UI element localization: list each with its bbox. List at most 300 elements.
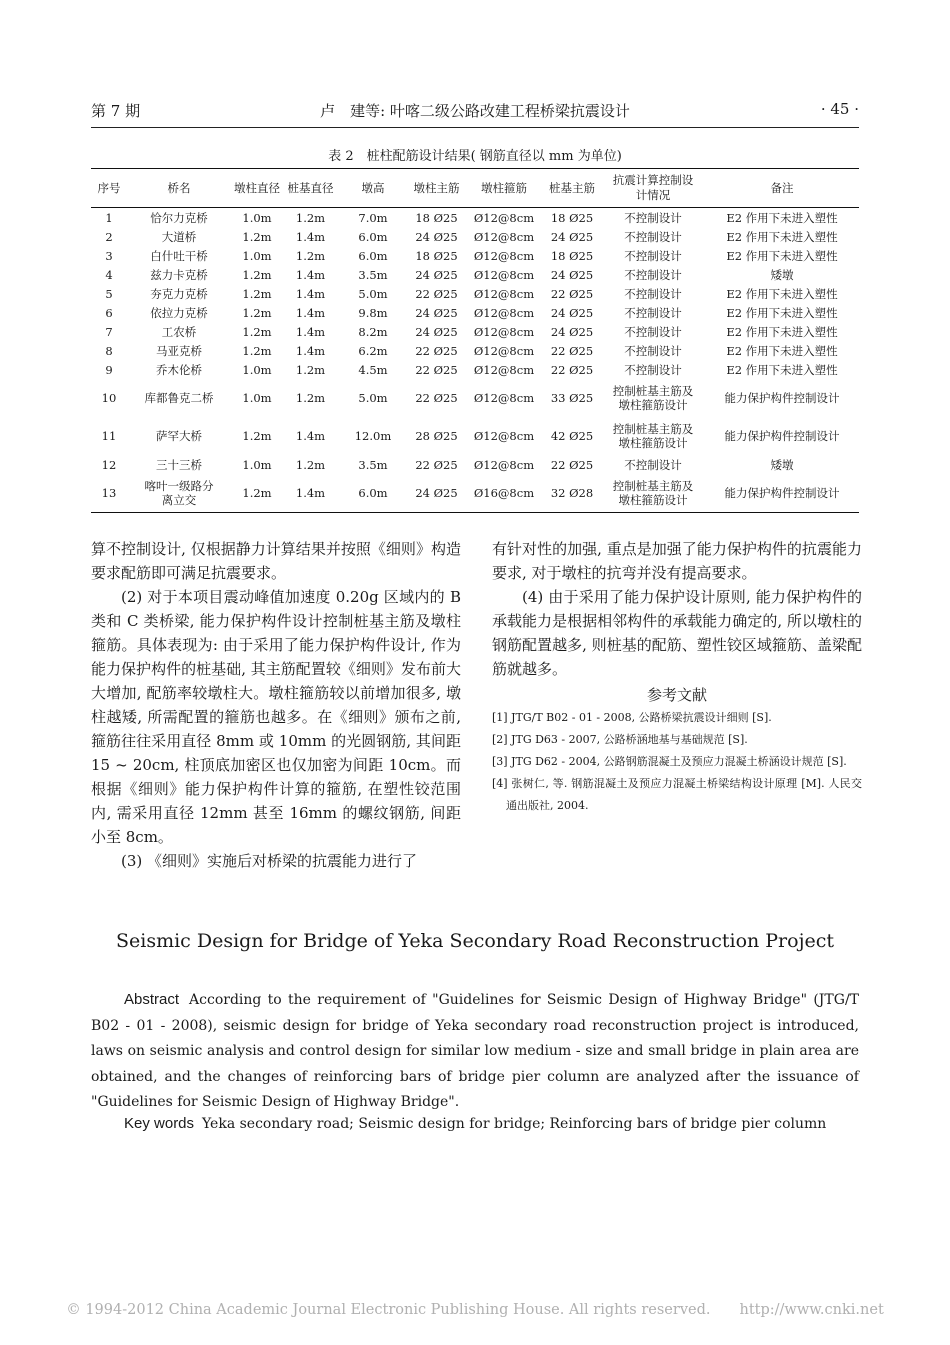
table-cell [231,208,283,228]
cell-text: 1.4m [295,305,326,320]
table-cell [465,303,543,322]
table-cell [91,455,127,474]
table-row [91,379,859,417]
cell-text: 1.4m [295,429,326,443]
table-cell [705,322,859,341]
column-header [601,169,705,208]
table-cell [283,341,338,360]
table-cell [231,455,283,474]
table-cell [283,360,338,379]
table-cell [465,360,543,379]
table-cell [543,246,601,265]
reference-item: [3] JTG D62 - 2004, 公路钢筋混凝土及预应力混凝土桥涵设计规范 [S]. [492,755,847,768]
cell-text: 1.2m [295,248,326,263]
reference-item: [1] JTG/T B02 - 01 - 2008, 公路桥梁抗震设计细则 [S]. [492,711,772,724]
cell-text: 22 Ø25 [415,343,458,358]
cell-text: 1.4m [295,324,326,339]
cell-text: E2 作用下未进入塑性 [726,210,838,225]
table-cell [283,303,338,322]
cell-text: 24 Ø25 [415,229,458,244]
cell-text: 1.2m [242,286,272,301]
cell-text: 1.0m [242,457,272,472]
cell-text: 1.2m [242,229,272,244]
column-header: 桥名 [127,169,231,208]
cell-text: Ø12@8cm [473,343,535,358]
page-header [91,100,859,122]
issue-number: 第 7 期 [91,102,141,120]
table-cell [408,322,465,341]
cell-text: 7.0m [358,210,388,225]
cell-text: Ø12@8cm [473,286,535,301]
cell-text: 8 [105,343,113,358]
table-cell [601,227,705,246]
cell-text: 1.4m [295,343,326,358]
table-cell [91,474,127,513]
cell-text: 依拉力克桥 [150,305,208,320]
table-cell [231,417,283,455]
table-cell [127,265,231,284]
cell-text: 42 Ø25 [550,429,594,443]
cell-text: 1.2m [295,210,326,225]
cell-text: Ø12@8cm [473,267,535,282]
cell-text: 9.8m [358,305,388,320]
cell-text: 18 Ø25 [550,248,594,263]
cell-text: 6.2m [358,343,388,358]
cell-text: Ø12@8cm [473,457,535,472]
cell-text: 1.4m [295,286,326,301]
english-abstract [91,987,859,1116]
cell-text: 不控制设计 [624,210,682,225]
table-cell [283,227,338,246]
cell-text: Ø12@8cm [473,248,535,263]
cell-text: 三十三桥 [156,457,202,472]
table-cell [91,322,127,341]
cell-text: 1.4m [295,267,326,282]
table-cell [465,265,543,284]
cell-text: 32 Ø28 [550,486,594,500]
table-cell [127,341,231,360]
table-cell [705,227,859,246]
cell-text: 矮墩 [770,267,794,282]
paragraph: (4) 由于采用了能力保护设计原则, 能力保护构件的承载能力是根据相邻构件的承载能力确定的, 所以墩柱的钢筋配置越多, 则桩基的配筋、塑性铰区域箍筋、盖梁配筋就越多。 [492,588,862,678]
cell-text: 1.4m [295,229,326,244]
table-cell [283,246,338,265]
cell-text: 控制桩基主筋及墩柱箍筋设计 [612,479,694,507]
cell-text: 6 [105,305,113,320]
table-cell [231,265,283,284]
table-cell [283,379,338,417]
table-cell [543,455,601,474]
table-cell [283,455,338,474]
cell-text: 13 [101,486,117,500]
cell-text: 28 Ø25 [415,429,458,443]
column-header: 备注 [705,169,859,208]
column-header: 墩柱主筋 [408,169,465,208]
table-cell [543,322,601,341]
table-cell [543,284,601,303]
header-rule [91,127,859,128]
paragraph: (3) 《细则》实施后对桥梁的抗震能力进行了 [121,852,418,870]
table-cell [338,303,408,322]
table-row [91,417,859,455]
cell-text: 不控制设计 [624,305,682,320]
table-cell [601,341,705,360]
cell-text: 22 Ø25 [550,286,594,301]
table-cell [543,474,601,513]
table-cell [338,265,408,284]
cell-text: 1.2m [295,391,326,405]
table-cell [705,284,859,303]
cell-text: 1.2m [295,457,326,472]
table-cell [408,246,465,265]
cell-text: 24 Ø25 [550,267,594,282]
table-cell [127,227,231,246]
table-cell [338,379,408,417]
paragraph: 算不控制设计, 仅根据静力计算结果并按照《细则》构造要求配筋即可满足抗震要求。 [91,540,461,582]
table-cell [543,417,601,455]
cell-text: 能力保护构件控制设计 [724,486,840,500]
table-cell [91,417,127,455]
keywords-text: Yeka secondary road; Seismic design for bridge; Reinforcing bars of bridge pier column [202,1116,827,1132]
table-cell [231,379,283,417]
cell-text: 恰尔力克桥 [150,210,208,225]
table-cell [465,322,543,341]
cell-text: 白什吐干桥 [150,248,208,263]
table-cell [283,284,338,303]
cell-text: 22 Ø25 [415,391,458,405]
cell-text: 22 Ø25 [550,343,594,358]
cell-text: E2 作用下未进入塑性 [726,343,838,358]
table-cell [705,246,859,265]
table-cell [601,360,705,379]
paragraph: 有针对性的加强, 重点是加强了能力保护构件的抗震能力要求, 对于墩柱的抗弯并没有提高要求。 [492,540,862,582]
cell-text: 工农桥 [161,324,197,339]
cell-text: 5.0m [358,391,388,405]
cell-text: 33 Ø25 [550,391,594,405]
table-cell [408,284,465,303]
cell-text: 11 [101,429,117,443]
page-number: · 45 · [820,100,859,118]
table-cell [408,360,465,379]
running-title: 卢 建等: 叶喀二级公路改建工程桥梁抗震设计 [320,102,630,120]
cell-text: 24 Ø25 [550,324,594,339]
cell-text: 夯克力克桥 [150,286,208,301]
table-cell [91,246,127,265]
table-cell [601,246,705,265]
table-cell [705,208,859,228]
table-row [91,303,859,322]
table-cell [408,341,465,360]
table-cell [543,360,601,379]
cell-text: 6.0m [358,248,388,263]
table-cell [338,360,408,379]
table-body [91,208,859,513]
cell-text: 18 Ø25 [415,248,458,263]
cell-text: 不控制设计 [624,286,682,301]
reference-item: [4] 张树仁, 等. 钢筋混凝土及预应力混凝土桥梁结构设计原理 [M]. 人民交通出版社, 2004. [492,777,862,812]
table-cell [231,284,283,303]
cell-text: 马亚克桥 [156,343,202,358]
cell-text: 不控制设计 [624,267,682,282]
table-row [91,208,859,228]
cell-text: 6.0m [358,229,388,244]
references-title: 参考文献 [646,686,707,704]
table-cell [601,284,705,303]
table-cell [601,417,705,455]
table-cell [465,227,543,246]
table-caption: 表 2 桩柱配筋设计结果( 钢筋直径以 mm 为单位) [328,149,622,164]
table-cell [543,265,601,284]
column-header: 桩基主筋 [543,169,601,208]
cell-text: 8.2m [358,324,388,339]
cell-text: 1.4m [295,486,326,500]
table-cell [543,341,601,360]
table-cell [705,379,859,417]
table-cell [543,303,601,322]
table-cell [465,455,543,474]
table-cell [338,474,408,513]
table-cell [601,265,705,284]
cell-text: 兹力卡克桥 [150,267,208,282]
table-row [91,246,859,265]
table-cell [231,322,283,341]
table-cell [91,360,127,379]
cell-text: 1 [105,210,113,225]
table-cell [338,284,408,303]
cell-text: 不控制设计 [624,248,682,263]
table-cell [127,303,231,322]
table-cell [601,208,705,228]
cell-text: 不控制设计 [624,229,682,244]
cell-text: Ø12@8cm [473,429,535,443]
left-column [91,537,461,873]
cell-text: 能力保护构件控制设计 [724,391,840,405]
column-header: 墩柱箍筋 [465,169,543,208]
table-row [91,284,859,303]
table-row [91,265,859,284]
abstract-text: According to the requirement of "Guidelines for Seismic Design of Highway Bridge" (JTG/T B02 - 01 - 2008), seismic design for bridge of Yeka secondary road reconstruction project is introduced, laws on seismic analysis and control design for similar low medium - size and small bridge in plain area are obtained, and the changes of reinforcing bars of bridge pier column are analyzed after the issuance of "Guidelines for Seismic Design of Highway Bridge". [91,992,859,1110]
table-cell [91,227,127,246]
table-cell [705,303,859,322]
table-cell [338,417,408,455]
cell-text: 22 Ø25 [415,362,458,377]
table-cell [231,227,283,246]
table-cell [543,379,601,417]
keywords-label: Key words [124,1115,195,1132]
cell-text: 1.0m [242,248,272,263]
cell-text: E2 作用下未进入塑性 [726,286,838,301]
column-header: 桩基直径 [283,169,338,208]
cell-text: 库都鲁克二桥 [144,391,214,405]
cell-text: 萨罕大桥 [156,429,202,443]
table-cell [705,341,859,360]
table-cell [705,265,859,284]
table-cell [91,284,127,303]
cell-text: 1.2m [295,362,326,377]
cell-text: 3 [105,248,113,263]
cell-text: Ø12@8cm [473,305,535,320]
cell-text: 18 Ø25 [550,210,594,225]
cell-text: 5.0m [358,286,388,301]
table-cell [601,455,705,474]
cell-text: 18 Ø25 [415,210,458,225]
cell-text: 24 Ø25 [415,486,458,500]
table-cell [705,360,859,379]
table-cell [338,341,408,360]
table-cell [705,455,859,474]
table-cell [127,455,231,474]
table-cell [91,265,127,284]
cell-text: 大道桥 [161,229,197,244]
cell-text: 4 [105,267,113,282]
cell-text: 12 [101,457,117,472]
table-cell [601,303,705,322]
table-cell [231,246,283,265]
table-cell [465,284,543,303]
table-cell [91,208,127,228]
table-cell [283,322,338,341]
cell-text: E2 作用下未进入塑性 [726,248,838,263]
cell-text: 1.2m [242,267,272,282]
table-cell [283,265,338,284]
table-cell [465,474,543,513]
table-cell [465,417,543,455]
table-cell [465,379,543,417]
table-row [91,227,859,246]
cell-text: 9 [105,362,113,377]
right-column [492,537,862,817]
cell-text: 2 [105,229,113,244]
table-cell [338,322,408,341]
cell-text: 22 Ø25 [415,286,458,301]
cell-text: 24 Ø25 [550,229,594,244]
table-cell [338,227,408,246]
table-header-row [91,169,859,208]
cell-text: Ø12@8cm [473,324,535,339]
cell-text: 1.2m [242,343,272,358]
cell-text: 控制桩基主筋及墩柱箍筋设计 [612,384,694,412]
table-row [91,322,859,341]
cell-text: 1.0m [242,210,272,225]
cell-text: 不控制设计 [624,457,682,472]
cell-text: E2 作用下未进入塑性 [726,324,838,339]
table-cell [127,246,231,265]
english-title: Seismic Design for Bridge of Yeka Secondary Road Reconstruction Project [115,930,834,952]
table-cell [283,208,338,228]
cell-text: Ø12@8cm [473,362,535,377]
cell-text: 10 [101,391,117,405]
table-cell [283,417,338,455]
cell-text: Ø12@8cm [473,229,535,244]
table-cell [408,303,465,322]
cell-text: 1.0m [242,391,272,405]
table-cell [231,303,283,322]
cell-text: 22 Ø25 [415,457,458,472]
cell-text: 1.0m [242,362,272,377]
cell-text: 1.2m [242,305,272,320]
table-cell [601,322,705,341]
table-row [91,474,859,513]
cell-text: 矮墩 [770,457,794,472]
table-row [91,341,859,360]
cell-text: E2 作用下未进入塑性 [726,305,838,320]
table-cell [127,379,231,417]
cell-text: 乔木伦桥 [156,362,202,377]
cell-text: Ø16@8cm [473,486,535,500]
table-cell [91,341,127,360]
table-cell [338,455,408,474]
cell-text: 24 Ø25 [415,324,458,339]
cell-text: 6.0m [358,486,388,500]
cell-text: 12.0m [354,429,392,443]
english-keywords [91,1113,859,1135]
table-row [91,455,859,474]
table-cell [127,474,231,513]
table-cell [705,417,859,455]
cell-text: 4.5m [358,362,388,377]
abstract-label: Abstract [124,991,180,1008]
table-cell [705,474,859,513]
table-cell [127,208,231,228]
column-header-text: 抗震计算控制设计情况 [612,173,694,202]
table-cell [231,360,283,379]
column-header: 墩高 [338,169,408,208]
table-cell [465,208,543,228]
table-cell [465,246,543,265]
table-cell [408,474,465,513]
cell-text: 不控制设计 [624,362,682,377]
cell-text: E2 作用下未进入塑性 [726,229,838,244]
cell-text: 1.2m [242,324,272,339]
table-cell [338,208,408,228]
cell-text: E2 作用下未进入塑性 [726,362,838,377]
cell-text: Ø12@8cm [473,210,535,225]
table-cell [408,379,465,417]
table-cell [338,246,408,265]
table-cell [91,303,127,322]
table-row [91,360,859,379]
column-header: 墩柱直径 [231,169,283,208]
table-cell [231,341,283,360]
table-cell [91,379,127,417]
cell-text: 不控制设计 [624,324,682,339]
table-cell [543,208,601,228]
reinforcement-table [91,168,859,513]
cell-text: Ø12@8cm [473,391,535,405]
table-cell [543,227,601,246]
column-header: 序号 [91,169,127,208]
table-cell [127,417,231,455]
cell-text: 22 Ø25 [550,457,594,472]
cell-text: 24 Ø25 [415,267,458,282]
reference-item: [2] JTG D63 - 2007, 公路桥涵地基与基础规范 [S]. [492,733,748,746]
table-cell [127,322,231,341]
cell-text: 3.5m [358,267,388,282]
cell-text: 喀叶一级路分离立交 [144,479,214,507]
table-cell [408,227,465,246]
table-cell [601,379,705,417]
table-cell [465,341,543,360]
table-cell [601,474,705,513]
table-cell [127,284,231,303]
paragraph: (2) 对于本项目震动峰值加速度 0.20g 区域内的 B 类和 C 类桥梁, 能力保护构件设计控制桩基主筋及墩柱箍筋。具体表现为: 由于采用了能力保护构件设计, 作为能力保护构件的桩基础, 其主筋配置较《细则》发布前大大增加, 配筋率较墩柱大。墩柱箍筋较以前增加很多, 墩柱越矮, 所需配置的箍筋也越多。在《细则》颁布之前, 箍筋往往采用直径 8mm 或 10mm 的光圆钢筋, 其间距 15 ~ 20cm, 柱顶底加密区也仅加密为间距 10cm。而根据《细则》能力保护构件计算的箍筋, 在塑性铰范围内, 需采用直径 12mm 甚至 16mm 的螺纹钢筋, 间距小至 8cm。 [91,588,461,846]
cell-text: 24 Ø25 [415,305,458,320]
table-cell [283,474,338,513]
table-cell [127,360,231,379]
cell-text: 1.2m [242,429,272,443]
table-cell [408,208,465,228]
cell-text: 24 Ø25 [550,305,594,320]
